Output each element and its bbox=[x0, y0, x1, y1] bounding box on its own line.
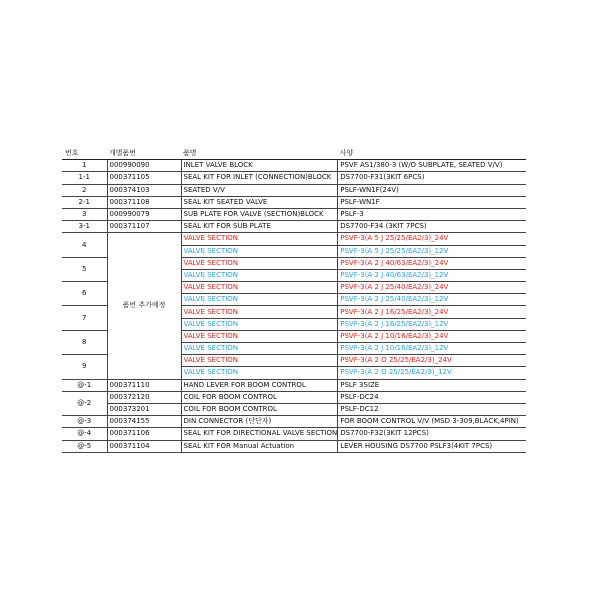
part-spec: PSVF-3(A 2 J 40/63/EA2/3)_24V bbox=[338, 257, 526, 269]
part-spec: PSVF-3(A 5 J 25/25/EA2/3)_12V bbox=[338, 245, 526, 257]
item-number: 6 bbox=[62, 282, 107, 306]
part-name: VALVE SECTION bbox=[181, 330, 338, 342]
table-row bbox=[62, 391, 526, 403]
table-row bbox=[62, 184, 526, 196]
part-spec: PSVF-3(A 2 J 40/63/EA2/3)_12V bbox=[338, 269, 526, 281]
part-name: SEAL KIT FOR Manual Actuation bbox=[181, 440, 338, 452]
part-spec: PSLF 3SIZE bbox=[338, 379, 526, 391]
table-row bbox=[62, 221, 526, 233]
table-row bbox=[62, 416, 526, 428]
part-name: SEAL KIT SEATED VALVE bbox=[181, 196, 338, 208]
table-row bbox=[62, 428, 526, 440]
part-number: 000371105 bbox=[107, 172, 181, 184]
part-name: VALVE SECTION bbox=[181, 245, 338, 257]
part-spec: PSVF-3(A 2 O 25/25/EA2/3)_24V bbox=[338, 355, 526, 367]
part-number-note: 품번 추가예정 bbox=[107, 233, 181, 379]
part-name: SEAL KIT FOR INLET (CONNECTION)BLOCK bbox=[181, 172, 338, 184]
part-name: VALVE SECTION bbox=[181, 343, 338, 355]
part-spec: PSVF-3(A 2 O 25/25/EA2/3)_12V bbox=[338, 367, 526, 379]
header-no: 번호 bbox=[62, 148, 107, 160]
part-name: DIN CONNECTOR (단단자) bbox=[181, 416, 338, 428]
part-spec: PSVF-3(A 2 J 16/25/EA2/3)_24V bbox=[338, 306, 526, 318]
part-number: 000371106 bbox=[107, 428, 181, 440]
part-spec: PSVF-3(A 2 J 25/40/EA2/3)_24V bbox=[338, 282, 526, 294]
part-spec: PSVF-3(A 2 J 16/25/EA2/3)_12V bbox=[338, 318, 526, 330]
part-name: VALVE SECTION bbox=[181, 306, 338, 318]
part-name: VALVE SECTION bbox=[181, 367, 338, 379]
item-number: 5 bbox=[62, 257, 107, 281]
table-row bbox=[62, 233, 526, 245]
part-name: SUB PLATE FOR VALVE (SECTION)BLOCK bbox=[181, 208, 338, 220]
part-spec: PSLF-DC12 bbox=[338, 403, 526, 415]
part-spec: PSLF-3 bbox=[338, 208, 526, 220]
part-name: VALVE SECTION bbox=[181, 355, 338, 367]
part-name: VALVE SECTION bbox=[181, 233, 338, 245]
part-name: VALVE SECTION bbox=[181, 294, 338, 306]
part-name: COIL FOR BOOM CONTROL bbox=[181, 403, 338, 415]
header-part-no: 개별품번 bbox=[107, 148, 181, 160]
header-spec: 사양 bbox=[338, 148, 526, 160]
part-number: 000372120 bbox=[107, 391, 181, 403]
part-name: SEATED V/V bbox=[181, 184, 338, 196]
item-number: @-2 bbox=[62, 391, 107, 415]
table-row bbox=[62, 440, 526, 452]
table-row bbox=[62, 379, 526, 391]
table-row bbox=[62, 196, 526, 208]
part-spec: DS7700-F34 (3KIT 7PCS) bbox=[338, 221, 526, 233]
part-spec: PSVF-3(A 2 J 25/40/EA2/3)_12V bbox=[338, 294, 526, 306]
part-number: 000374103 bbox=[107, 184, 181, 196]
table-row bbox=[62, 208, 526, 220]
part-name: SEAL KIT FOR DIRECTIONAL VALVE SECTION bbox=[181, 428, 338, 440]
part-number: 000371104 bbox=[107, 440, 181, 452]
part-name: SEAL KIT FOR SUB PLATE bbox=[181, 221, 338, 233]
table-row bbox=[62, 403, 526, 415]
table-row bbox=[62, 172, 526, 184]
part-spec: PSLF-WN1F(24V) bbox=[338, 184, 526, 196]
part-name: VALVE SECTION bbox=[181, 282, 338, 294]
part-spec: LEVER HOUSING DS7700 PSLF3(4KIT 7PCS) bbox=[338, 440, 526, 452]
header-row bbox=[62, 148, 526, 160]
part-number: 000371107 bbox=[107, 221, 181, 233]
item-number: @-5 bbox=[62, 440, 107, 452]
part-number: 000990079 bbox=[107, 208, 181, 220]
item-number: 2 bbox=[62, 184, 107, 196]
part-number: 000990090 bbox=[107, 160, 181, 172]
part-name: VALVE SECTION bbox=[181, 269, 338, 281]
item-number: @-1 bbox=[62, 379, 107, 391]
item-number: @-3 bbox=[62, 416, 107, 428]
part-number: 000373201 bbox=[107, 403, 181, 415]
item-number: 8 bbox=[62, 330, 107, 354]
part-name: HAND LEVER FOR BOOM CONTROL bbox=[181, 379, 338, 391]
item-number: 3 bbox=[62, 208, 107, 220]
parts-table bbox=[62, 148, 526, 453]
item-number: 1 bbox=[62, 160, 107, 172]
item-number: @-4 bbox=[62, 428, 107, 440]
part-spec: PSVF AS1/380-3 (W/O SUBPLATE, SEATED V/V) bbox=[338, 160, 526, 172]
part-spec: FOR BOOM CONTROL V/V (MSD 3-309,BLACK,4PIN) bbox=[338, 416, 526, 428]
part-name: VALVE SECTION bbox=[181, 318, 338, 330]
item-number: 9 bbox=[62, 355, 107, 379]
part-name: COIL FOR BOOM CONTROL bbox=[181, 391, 338, 403]
item-number: 7 bbox=[62, 306, 107, 330]
item-number: 3-1 bbox=[62, 221, 107, 233]
part-name: VALVE SECTION bbox=[181, 257, 338, 269]
part-spec: DS7700-F32(3KIT 12PCS) bbox=[338, 428, 526, 440]
part-spec: PSVF-3(A 2 J 10/16/EA2/3)_24V bbox=[338, 330, 526, 342]
part-spec: DS7700-F31(3KIT 6PCS) bbox=[338, 172, 526, 184]
item-number: 2-1 bbox=[62, 196, 107, 208]
table-row bbox=[62, 160, 526, 172]
part-name: INLET VALVE BLOCK bbox=[181, 160, 338, 172]
part-number: 000374155 bbox=[107, 416, 181, 428]
item-number: 1-1 bbox=[62, 172, 107, 184]
header-name: 품명 bbox=[181, 148, 338, 160]
part-number: 000371110 bbox=[107, 379, 181, 391]
item-number: 4 bbox=[62, 233, 107, 257]
part-spec: PSVF-3(A 2 J 10/16/EA2/3)_12V bbox=[338, 343, 526, 355]
part-spec: PSLF-DC24 bbox=[338, 391, 526, 403]
part-number: 000371108 bbox=[107, 196, 181, 208]
part-spec: PSVF-3(A 5 J 25/25/EA2/3)_24V bbox=[338, 233, 526, 245]
part-spec: PSLF-WN1F bbox=[338, 196, 526, 208]
